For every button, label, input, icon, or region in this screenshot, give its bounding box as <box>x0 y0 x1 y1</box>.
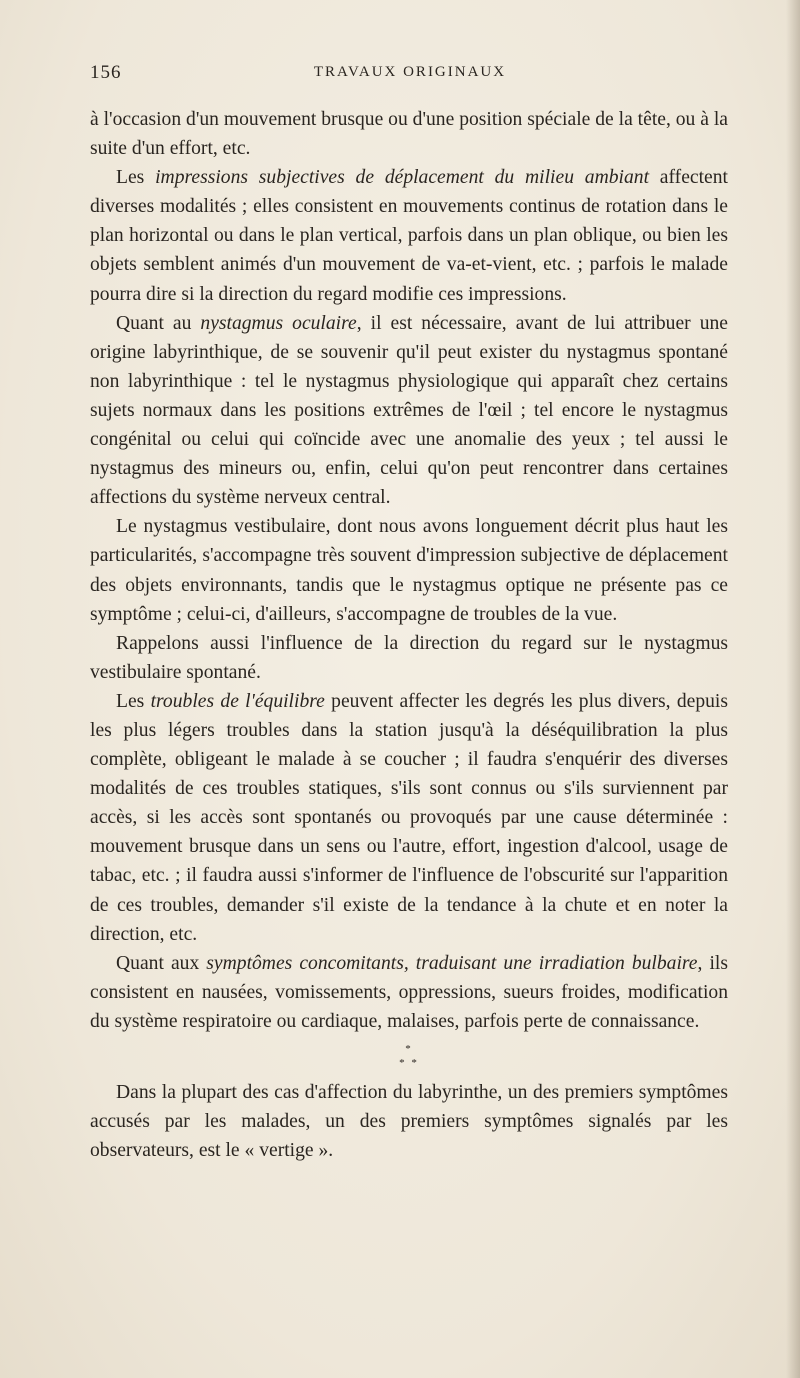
paragraph-5-body: peuvent affecter les degrés les plus divers, depuis les plus légers troubles dans la station jusqu'à la déséquilibration la plus complète, obligeant le malade à se coucher ; il faudra s'enquérir des diverses modalités de ces troubles statiques, s'ils sont connus ou s'ils surviennent par accès, si les accès sont spontanés ou provoqués par une cause déterminée : mouvement brusque dans un sens ou l'autre, effort, ingestion d'alcool, usage de tabac, etc. ; il faudra aussi s'informer de l'influence de l'obscurité sur l'apparition de ces troubles, demander s'il existe de la tendance à la chute et en noter la direction, etc. <box>90 690 728 945</box>
paragraph-4: Rappelons aussi l'influence de la direction du regard sur le nystagmus vestibulaire spontané. <box>90 632 728 683</box>
page-header <box>90 62 730 92</box>
page-number: 156 <box>90 62 122 83</box>
paragraph-6-body: , ils consistent en nausées, vomissements, oppressions, sueurs froides, modification du système respiratoire ou cardiaque, malaises, parfois perte de connaissance. <box>90 952 728 1032</box>
paragraph-2 <box>90 309 728 513</box>
paragraph-0: à l'occasion d'un mouvement brusque ou d'une position spéciale de la tête, ou à la suite d'un effort, etc. <box>90 109 728 160</box>
running-title: TRAVAUX ORIGINAUX <box>313 64 507 80</box>
paragraph-2-emphasis: nystagmus oculaire <box>200 312 357 334</box>
paragraph-5 <box>90 687 728 949</box>
separator-star-top: * <box>405 1043 413 1055</box>
paragraph-1-lead: Les <box>116 167 156 189</box>
page-spine-shadow <box>786 0 800 1378</box>
paragraph-1 <box>90 163 728 308</box>
paragraph-6 <box>90 949 728 1036</box>
paragraph-2-lead: Quant au <box>116 312 201 334</box>
paragraph-1-emphasis: impressions subjectives de déplacement du milieu ambiant <box>155 167 650 189</box>
body-text <box>90 105 728 1165</box>
paragraph-5-lead: Les <box>116 690 151 712</box>
paragraph-3: Le nystagmus vestibulaire, dont nous avons longuement décrit plus haut les particularités, s'accompagne très souvent d'impression subjective de déplacement des objets environnants, tandis que le nystagmus optique ne présente pas ce symptôme ; celui-ci, d'ailleurs, s'accompagne de troubles de la vue. <box>90 516 728 625</box>
separator-star-bottom: * * <box>399 1057 419 1069</box>
paragraph-5-emphasis: troubles de l'équilibre <box>150 690 325 712</box>
paragraph-6-emphasis: symptômes concomitants, traduisant une irradiation bulbaire <box>206 952 698 974</box>
paragraph-6-lead: Quant aux <box>116 952 207 974</box>
paragraph-2-body: , il est nécessaire, avant de lui attribuer une origine labyrinthique, de se souvenir qu'il peut exister du nystagmus spontané non labyrinthique : tel le nystagmus physiologique qui apparaît chez certains sujets normaux dans les positions extrêmes de l'œil ; tel encore le nystagmus congénital ou celui qui coïncide avec une anomalie des yeux ; tel aussi le nystagmus des mineurs ou, enfin, celui qu'on peut rencontrer dans certaines affections du système nerveux central. <box>90 312 728 509</box>
section-separator <box>90 1042 728 1070</box>
paragraph-7: Dans la plupart des cas d'affection du labyrinthe, un des premiers symptômes accusés par les malades, un des premiers symptômes signalés par les observateurs, est le « vertige ». <box>90 1082 728 1162</box>
paragraph-1-body: affectent diverses modalités ; elles consistent en mouvements continus de rotation dans le plan horizontal ou dans le plan vertical, parfois dans un plan oblique, ou bien les objets semblent animés d'un mouvement de va-et-vient, etc. ; parfois le malade pourra dire si la direction du regard modifie ces impressions. <box>90 167 728 305</box>
